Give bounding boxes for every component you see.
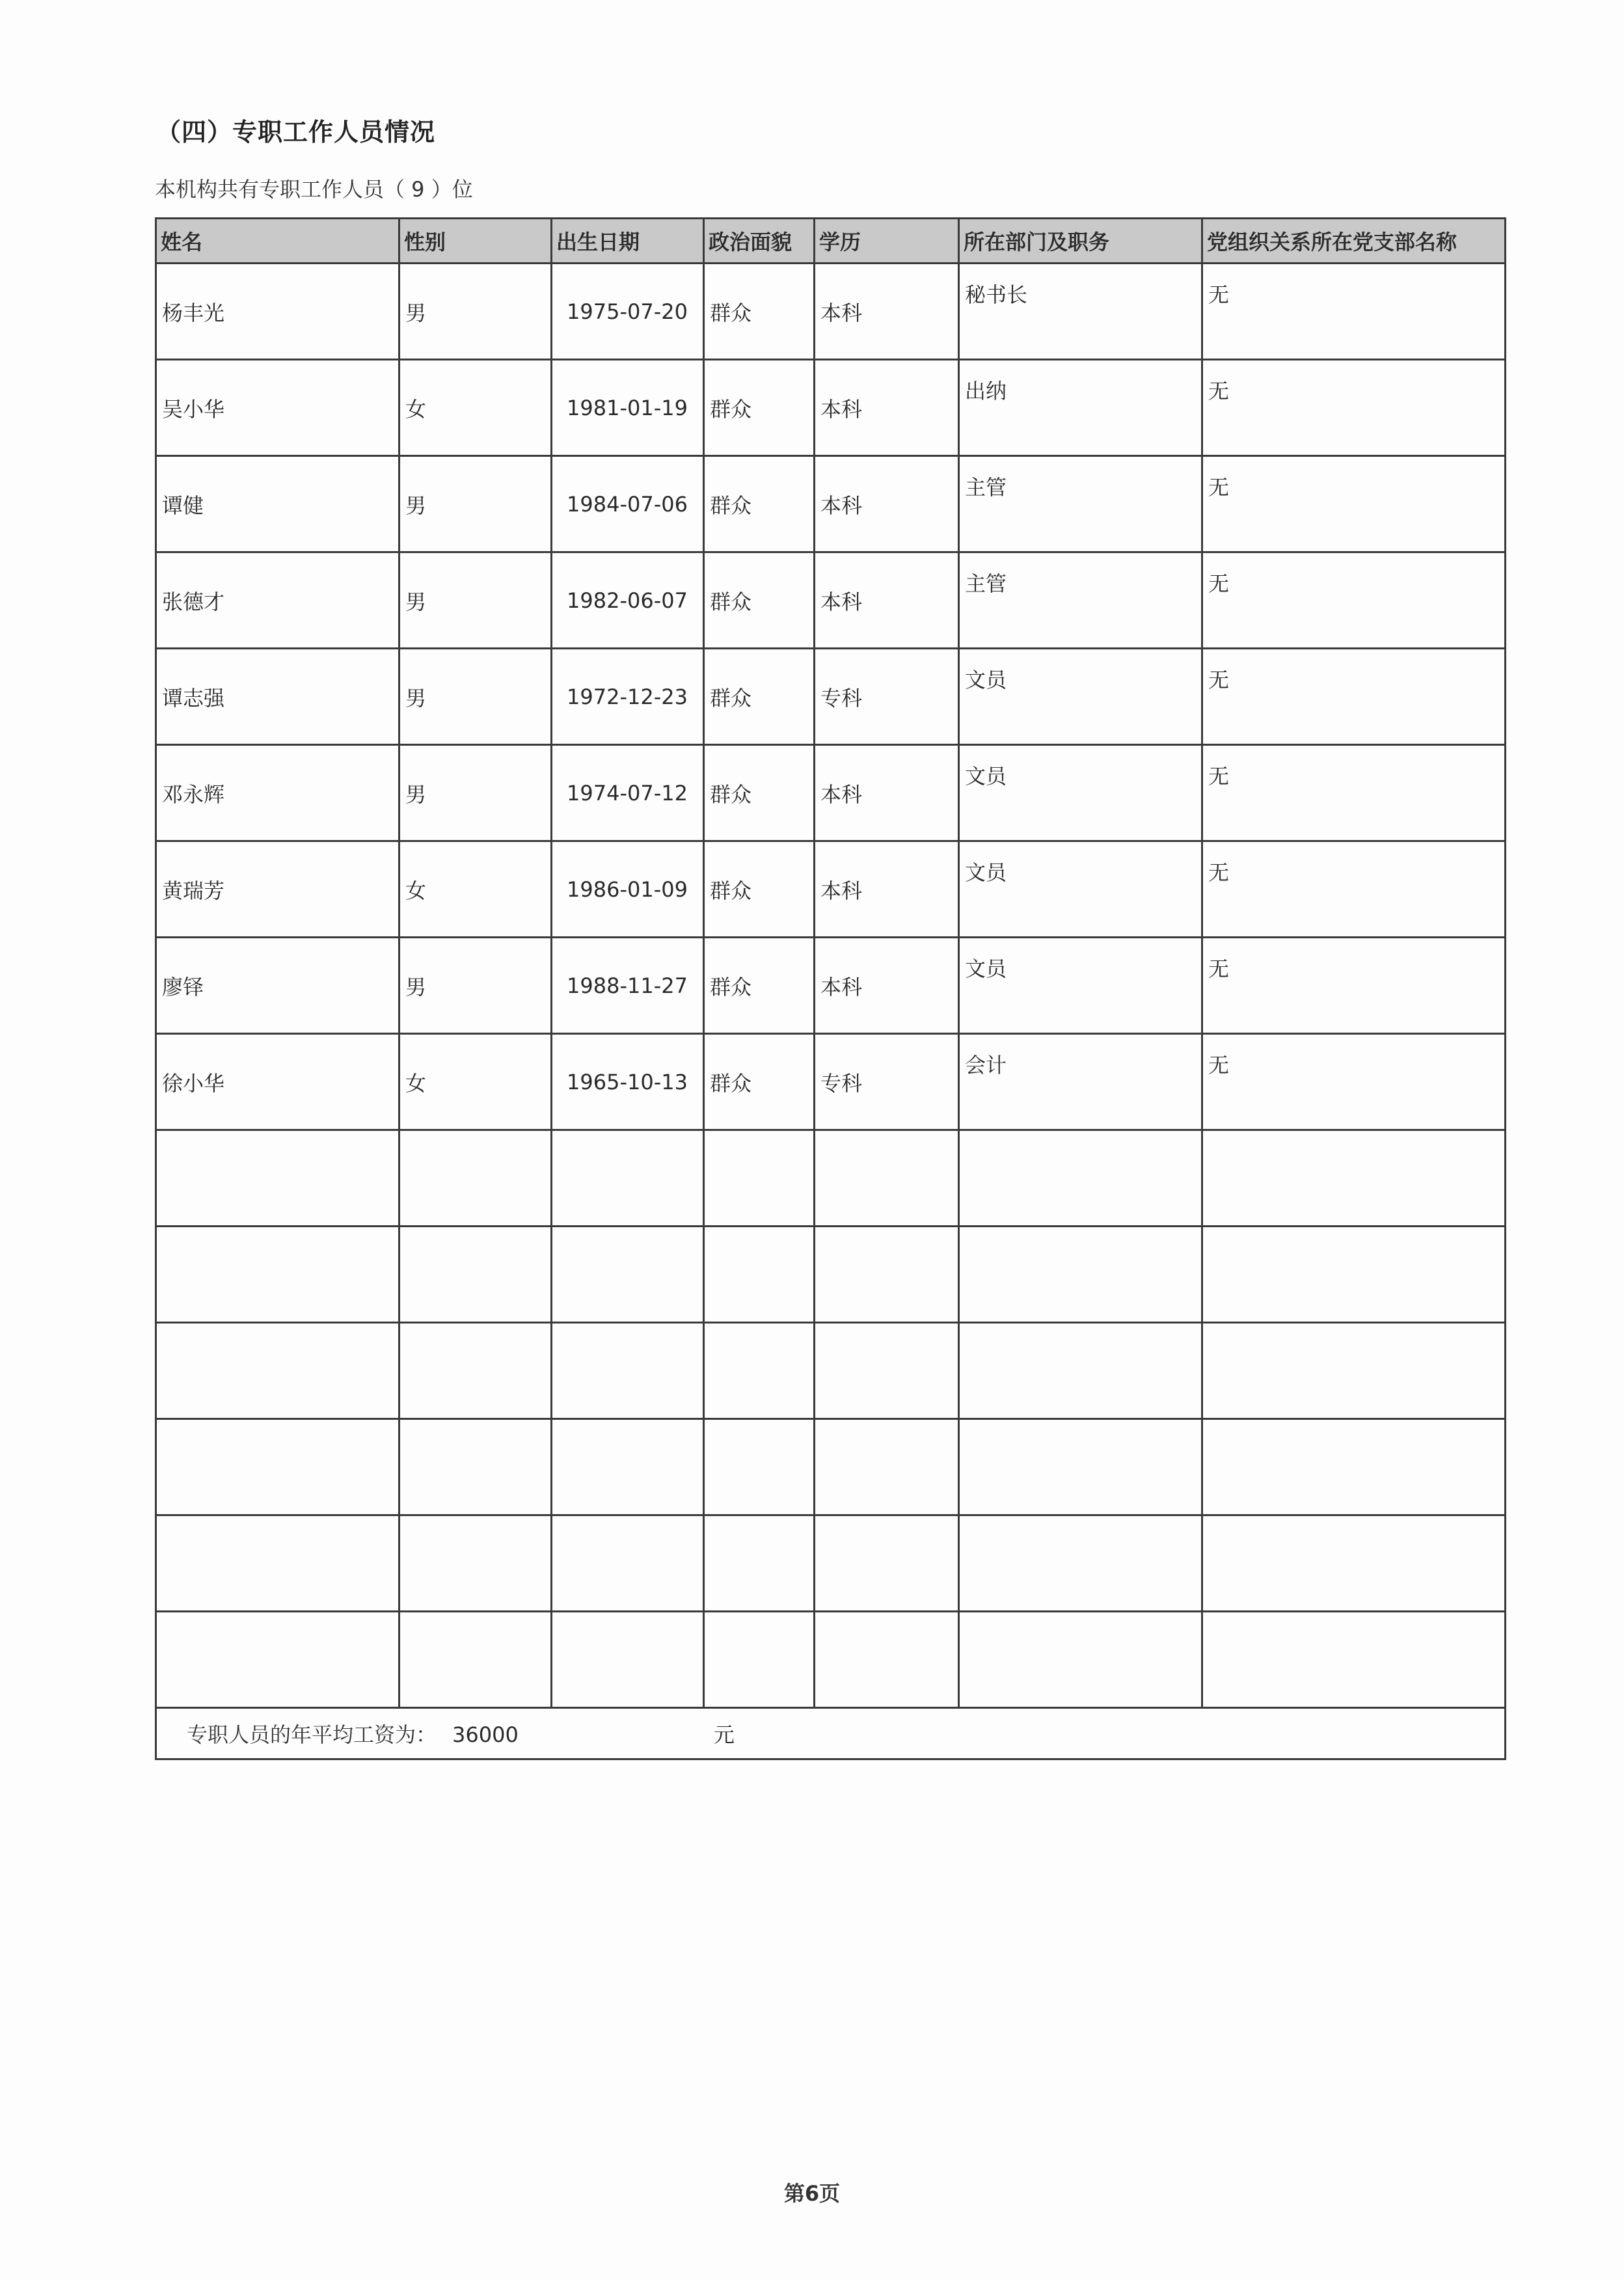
- cell-department-position: [959, 1130, 1202, 1227]
- cell-gender: [399, 1227, 552, 1323]
- cell-name: 廖铎: [156, 938, 399, 1034]
- cell-department-position: [959, 1323, 1202, 1419]
- cell-department-position: [959, 1227, 1202, 1323]
- cell-education: [815, 1227, 959, 1323]
- cell-party-branch: 无: [1202, 360, 1506, 456]
- cell-gender: [399, 1612, 552, 1708]
- cell-department-position: 文员: [959, 649, 1202, 745]
- cell-party-branch: 无: [1202, 649, 1506, 745]
- cell-political-status: [704, 1419, 815, 1515]
- cell-gender: 男: [399, 456, 552, 552]
- cell-education: [815, 1612, 959, 1708]
- cell-birth-date: [552, 1227, 704, 1323]
- cell-gender: 男: [399, 938, 552, 1034]
- cell-name: 谭志强: [156, 649, 399, 745]
- cell-name: 杨丰光: [156, 264, 399, 360]
- cell-party-branch: [1202, 1612, 1506, 1708]
- cell-party-branch: 无: [1202, 745, 1506, 841]
- cell-birth-date: [552, 1323, 704, 1419]
- cell-political-status: 群众: [704, 360, 815, 456]
- cell-department-position: 会计: [959, 1034, 1202, 1130]
- cell-party-branch: 无: [1202, 264, 1506, 360]
- staff-count-line: 本机构共有专职工作人员（ 9 ）位: [155, 177, 473, 202]
- cell-birth-date: 1975-07-20: [552, 264, 704, 360]
- header-department-position: 所在部门及职务: [959, 219, 1202, 264]
- cell-birth-date: [552, 1612, 704, 1708]
- cell-department-position: [959, 1419, 1202, 1515]
- cell-name: [156, 1419, 399, 1515]
- cell-education: 本科: [815, 938, 959, 1034]
- salary-label: 专职人员的年平均工资为：: [187, 1722, 437, 1747]
- cell-education: [815, 1323, 959, 1419]
- cell-education: 本科: [815, 360, 959, 456]
- salary-cell: [156, 1708, 1506, 1759]
- salary-unit: 元: [713, 1722, 735, 1747]
- cell-birth-date: [552, 1515, 704, 1612]
- cell-education: 专科: [815, 649, 959, 745]
- table-row: [156, 552, 1506, 649]
- cell-department-position: 出纳: [959, 360, 1202, 456]
- cell-name: [156, 1323, 399, 1419]
- header-political-status: 政治面貌: [704, 219, 815, 264]
- cell-gender: 女: [399, 1034, 552, 1130]
- cell-department-position: 文员: [959, 938, 1202, 1034]
- cell-party-branch: 无: [1202, 841, 1506, 938]
- cell-political-status: 群众: [704, 552, 815, 649]
- cell-birth-date: 1974-07-12: [552, 745, 704, 841]
- cell-party-branch: [1202, 1130, 1506, 1227]
- cell-name: 邓永辉: [156, 745, 399, 841]
- table-row: [156, 649, 1506, 745]
- table-row: [156, 745, 1506, 841]
- cell-birth-date: 1986-01-09: [552, 841, 704, 938]
- cell-party-branch: 无: [1202, 1034, 1506, 1130]
- cell-gender: 男: [399, 649, 552, 745]
- header-name: 姓名: [156, 219, 399, 264]
- cell-education: [815, 1419, 959, 1515]
- cell-name: [156, 1227, 399, 1323]
- header-birth-date: 出生日期: [552, 219, 704, 264]
- staff-table: [155, 217, 1506, 1760]
- cell-political-status: 群众: [704, 841, 815, 938]
- cell-education: [815, 1130, 959, 1227]
- salary-row: [156, 1708, 1506, 1759]
- cell-political-status: 群众: [704, 1034, 815, 1130]
- cell-birth-date: 1965-10-13: [552, 1034, 704, 1130]
- cell-gender: 女: [399, 841, 552, 938]
- cell-birth-date: 1984-07-06: [552, 456, 704, 552]
- cell-department-position: 主管: [959, 552, 1202, 649]
- page-number: 第6页: [783, 2181, 841, 2206]
- table-header-row: [156, 219, 1506, 264]
- cell-gender: 女: [399, 360, 552, 456]
- cell-education: 本科: [815, 552, 959, 649]
- cell-birth-date: [552, 1419, 704, 1515]
- cell-political-status: 群众: [704, 938, 815, 1034]
- cell-political-status: [704, 1323, 815, 1419]
- cell-department-position: [959, 1612, 1202, 1708]
- cell-name: 徐小华: [156, 1034, 399, 1130]
- cell-gender: [399, 1419, 552, 1515]
- cell-party-branch: 无: [1202, 938, 1506, 1034]
- cell-department-position: 文员: [959, 841, 1202, 938]
- cell-name: 张德才: [156, 552, 399, 649]
- cell-name: [156, 1612, 399, 1708]
- cell-education: 本科: [815, 264, 959, 360]
- cell-political-status: [704, 1227, 815, 1323]
- table-row: [156, 1034, 1506, 1130]
- table-row: [156, 1130, 1506, 1227]
- table-row: [156, 1227, 1506, 1323]
- cell-name: [156, 1130, 399, 1227]
- table-row: [156, 456, 1506, 552]
- cell-gender: [399, 1323, 552, 1419]
- header-gender: 性别: [399, 219, 552, 264]
- table-row: [156, 1323, 1506, 1419]
- cell-party-branch: [1202, 1419, 1506, 1515]
- cell-department-position: [959, 1515, 1202, 1612]
- cell-party-branch: [1202, 1227, 1506, 1323]
- cell-birth-date: 1972-12-23: [552, 649, 704, 745]
- table-row: [156, 360, 1506, 456]
- cell-education: 本科: [815, 841, 959, 938]
- table-row: [156, 1612, 1506, 1708]
- header-education: 学历: [815, 219, 959, 264]
- cell-gender: 男: [399, 264, 552, 360]
- cell-name: 黄瑞芳: [156, 841, 399, 938]
- cell-birth-date: [552, 1130, 704, 1227]
- cell-name: 谭健: [156, 456, 399, 552]
- table-body: [156, 264, 1506, 1708]
- cell-party-branch: [1202, 1515, 1506, 1612]
- section-title: （四）专职工作人员情况: [156, 118, 436, 146]
- header-party-branch: 党组织关系所在党支部名称: [1202, 219, 1506, 264]
- cell-party-branch: 无: [1202, 552, 1506, 649]
- table-row: [156, 841, 1506, 938]
- cell-gender: [399, 1515, 552, 1612]
- cell-party-branch: [1202, 1323, 1506, 1419]
- cell-gender: 男: [399, 745, 552, 841]
- salary-value: 36000: [452, 1722, 519, 1747]
- cell-education: 专科: [815, 1034, 959, 1130]
- cell-gender: 男: [399, 552, 552, 649]
- cell-political-status: [704, 1515, 815, 1612]
- cell-political-status: 群众: [704, 649, 815, 745]
- cell-party-branch: 无: [1202, 456, 1506, 552]
- cell-education: 本科: [815, 745, 959, 841]
- cell-birth-date: 1981-01-19: [552, 360, 704, 456]
- cell-political-status: [704, 1130, 815, 1227]
- cell-education: [815, 1515, 959, 1612]
- cell-education: 本科: [815, 456, 959, 552]
- cell-name: 吴小华: [156, 360, 399, 456]
- cell-department-position: 文员: [959, 745, 1202, 841]
- cell-department-position: 主管: [959, 456, 1202, 552]
- table-row: [156, 938, 1506, 1034]
- cell-political-status: 群众: [704, 264, 815, 360]
- cell-birth-date: 1982-06-07: [552, 552, 704, 649]
- table-row: [156, 1419, 1506, 1515]
- cell-name: [156, 1515, 399, 1612]
- cell-gender: [399, 1130, 552, 1227]
- table-row: [156, 264, 1506, 360]
- table-row: [156, 1515, 1506, 1612]
- cell-political-status: 群众: [704, 745, 815, 841]
- cell-political-status: [704, 1612, 815, 1708]
- cell-political-status: 群众: [704, 456, 815, 552]
- cell-department-position: 秘书长: [959, 264, 1202, 360]
- cell-birth-date: 1988-11-27: [552, 938, 704, 1034]
